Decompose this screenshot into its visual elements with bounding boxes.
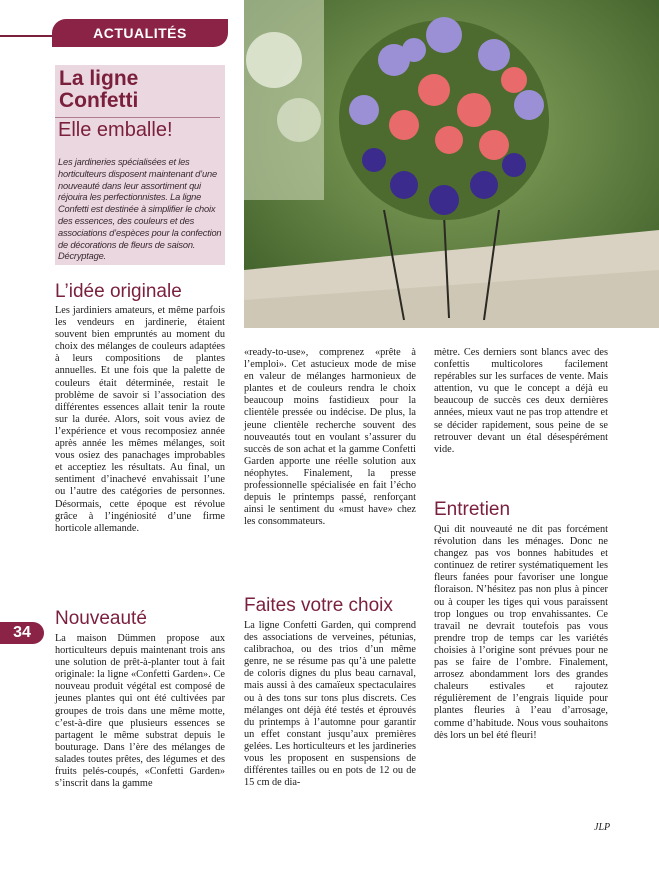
page-number: 34 <box>0 622 44 644</box>
heading-choix: Faites votre choix <box>244 595 393 616</box>
author-signature: JLP <box>594 822 611 833</box>
paragraph-idee: Les jardiniers amateurs, et même parfois les vendeurs en jardinerie, étaient souvent bien empruntés au moment du choix des mélanges de couleurs adaptées à leurs compositions de plantes annuelles. Et une fois que la palette de couleurs était déterminée, restait le problème de savoir si l’association des différentes essences allait tenir la route sur la durée. Alors, soit vous aviez de l’expérience et vous recomposiez année après année les mêmes mélanges, soit vous osiez des panachages improbables et acceptiez les résultats. Au final, un sentiment d’inachevé envahissait l’une ou l’autre des catégories de personnes. Désormais, cette époque est révolue grâce à l’ingéniosité d’une firme horticole allemande. <box>55 305 225 534</box>
heading-nouveaute: Nouveauté <box>55 608 147 629</box>
text-nouveaute <box>55 633 225 790</box>
title-divider <box>55 117 220 118</box>
article-subtitle: Elle emballe! <box>58 119 173 141</box>
paragraph-nouveaute: La maison Dümmen propose aux horticulteurs depuis maintenant trois ans une solution de prêt-à-planter tout à fait originale: la ligne «Confetti Garden». Ce nouveau produit végétal est composé de jeunes plantes qui ont été cultivées par groupes de trois dans une même motte, c’est-à-dire que plusieurs essences se partagent le même substrat depuis le bouturage. Dans l’ère des mélanges de salades toutes prêtes, des légumes et des fruits pelés-coupés, «Confetti Garden» s’inscrit dans la gamme <box>55 633 225 790</box>
lead-box <box>55 65 225 265</box>
paragraph-entretien: Qui dit nouveauté ne dit pas forcément révolution dans les ménages. Donc ne changez pas vos bonnes habitudes et continuez de retirer systématiquement les fleurs fanées pour favoriser une longue floraison. N’hésitez pas non plus à pincer ou à couper les tiges qui vous paraissent trop longues ou trop envahissantes. Ce travail ne devrait toutefois pas vous prendre trop de temps car les variétés choisies à l’origine sont prévues pour ne pas se faire de l’ombre. Finalement, arrosez abondamment lors des grandes chaleurs estivales et rajoutez régulièrement de l’engrais liquide pour plantes fleuries à l’eau d’arrosage, comme d’habitude. Nous vous souhaitons dès lors un bel été fleuri! <box>434 524 608 741</box>
text-choix <box>244 620 416 789</box>
header-rule <box>0 35 60 37</box>
paragraph-col3: mètre. Ces derniers sont blancs avec des confettis multicolores facilement repérables sur les surfaces de vente. Mais attention, vu que le concept a déjà eu beaucoup de succès ces deux dernières années, mieux vaut ne pas trop attendre et se décider rapidement, sous peine de se retrouver devant un étal désespérément vide. <box>434 347 608 455</box>
flower-photo <box>244 0 659 328</box>
paragraph-col2: «ready-to-use», comprenez «prête à l’emploi». Cet astucieux mode de mise en valeur de mélanges harmonieux de plantes et de couleurs rendra le choix beaucoup moins fastidieux pour la clientèle pressée ou indécise. De plus, la jeune clientèle recherche souvent des nouveautés tout en voulant s’assurer du succès de son achat et la gamme Confetti Garden apporte une réelle solution aux néophytes. Finalement, la presse professionnelle spécialisée en fait l’écho depuis le printemps passé, renforçant ainsi le sentiment du «must have» chez les consommateurs. <box>244 347 416 528</box>
section-tab: ACTUALITÉS <box>52 19 228 47</box>
heading-idee: L’idée originale <box>55 281 182 302</box>
heading-entretien: Entretien <box>434 499 511 520</box>
text-col3 <box>434 347 608 456</box>
text-col2 <box>244 347 416 528</box>
paragraph-choix: La ligne Confetti Garden, qui comprend des associations de verveines, pétunias, calibrachoa, ou des trios d’un même genre, ne se résume pas qu’à une palette de coloris dignes du plus beau carnaval, mais aussi à des camaïeux spectaculaires ou à des tons sur tons plus discrets. Ces mélanges ont déjà été testés et éprouvés du printemps à l’automne pour garantir un effet constant jusqu’aux premières gelées. Les horticulteurs et les jardineries vous les proposent en suspensions de différentes tailles ou en pots de 12 ou de 15 cm de dia- <box>244 620 416 789</box>
article-intro: Les jardineries spécialisées et les horticulteurs disposent maintenant d’une nouveauté dans leur assortiment qui réjouira les perfectionnistes. La ligne Confetti est destinée à simplifier le choix des essences, des couleurs et des associations d’espèces pour la confection de décorations de fleurs de saison. Décryptage. <box>58 157 222 262</box>
article-title: La ligne Confetti <box>59 67 139 112</box>
text-entretien <box>434 524 608 742</box>
text-idee <box>55 305 225 535</box>
